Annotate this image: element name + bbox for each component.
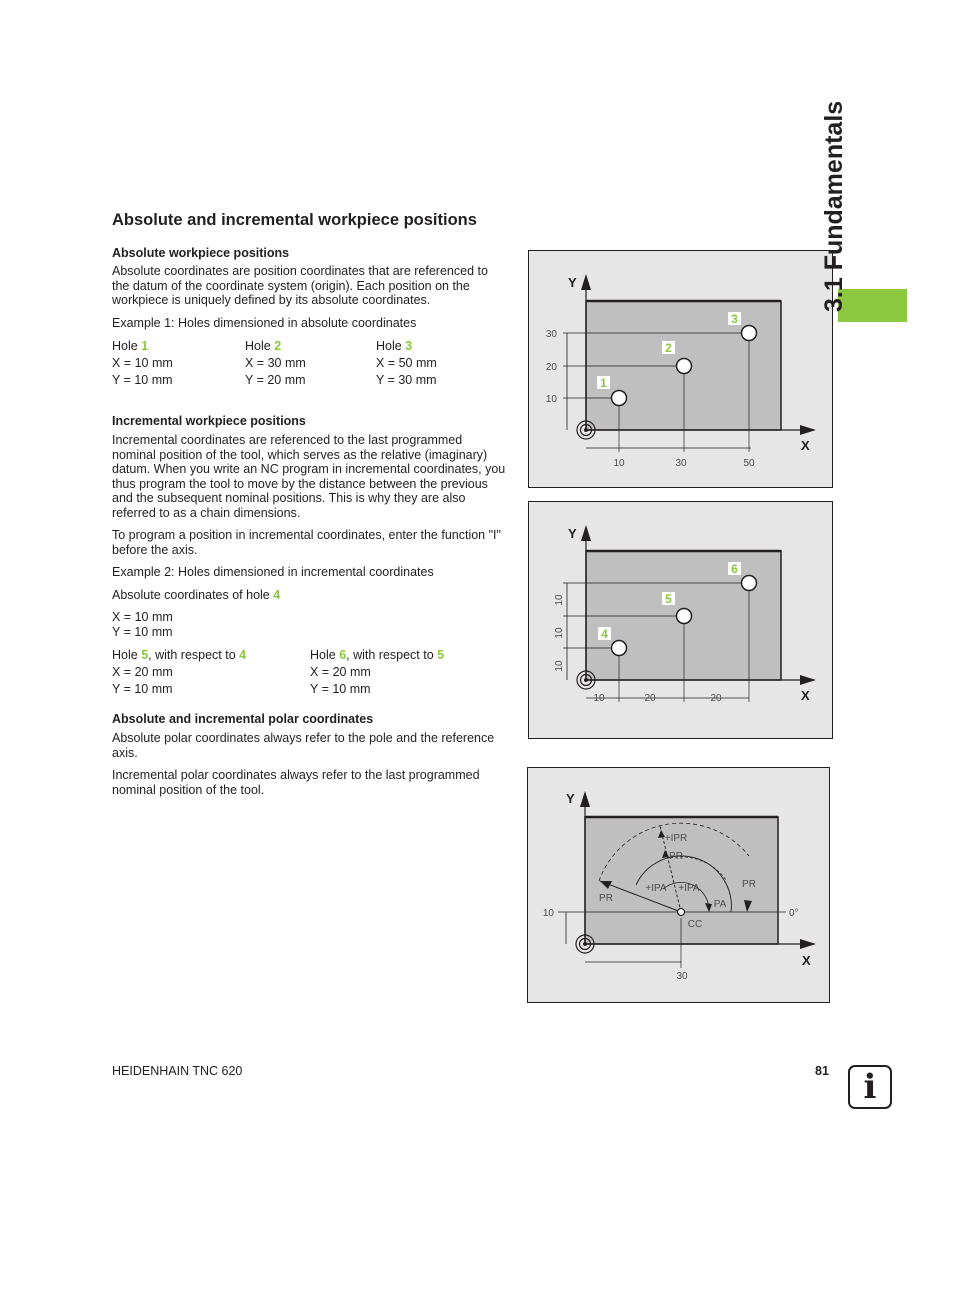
fig3-pa: PA <box>713 899 727 910</box>
hole-2-x: X = 30 mm <box>245 356 306 370</box>
abs-hole-4-line: Absolute coordinates of hole 4 <box>112 588 281 602</box>
figure-polar <box>527 767 830 1003</box>
fig2-htick-3: 20 <box>710 693 722 704</box>
fig2-vtick-bottom: 10 <box>554 660 565 672</box>
hole-6-x: X = 20 mm <box>310 665 371 679</box>
hole-1-y: Y = 10 mm <box>112 373 173 387</box>
section-title: Absolute and incremental workpiece positions <box>112 211 477 229</box>
fig1-xtick-50: 50 <box>743 458 755 469</box>
hole-6-y: Y = 10 mm <box>310 682 371 696</box>
polar-paragraph-1: Absolute polar coordinates always refer to the pole and the reference axis. <box>112 731 495 760</box>
fig2-htick-2: 20 <box>644 693 656 704</box>
fig2-x-label: X <box>801 688 810 703</box>
example-2: Example 2: Holes dimensioned in incremental coordinates <box>112 565 434 579</box>
fig1-ytick-20: 20 <box>545 362 557 373</box>
polar-paragraph-2: Incremental polar coordinates always refer to the last programmed nominal position of the tool. <box>112 768 480 797</box>
hole-1-label: Hole 1 <box>112 339 149 353</box>
figure-incremental-drawing <box>529 502 834 740</box>
fig2-hole-5: 5 <box>665 592 672 606</box>
hole-5-label: Hole 5, with respect to 4 <box>112 648 247 662</box>
figure-absolute <box>528 250 833 488</box>
fig1-ytick-10: 10 <box>545 394 557 405</box>
fig2-htick-1: 10 <box>593 693 605 704</box>
fig1-hole-3: 3 <box>731 312 738 326</box>
fig3-pr-top: PR <box>669 851 683 862</box>
fig2-y-label: Y <box>568 526 577 541</box>
incremental-heading: Incremental workpiece positions <box>112 414 306 428</box>
fig1-xtick-10: 10 <box>613 458 625 469</box>
hole-3-label: Hole 3 <box>376 339 413 353</box>
fig1-x-label: X <box>801 438 810 453</box>
fig2-vtick-top: 10 <box>554 594 565 606</box>
fig3-zero-degree: 0° <box>789 908 799 919</box>
page-number: 81 <box>815 1064 829 1078</box>
fig3-cc: CC <box>687 919 703 930</box>
hole-2-label: Hole 2 <box>245 339 282 353</box>
polar-heading: Absolute and incremental polar coordinates <box>112 712 374 726</box>
figure-absolute-drawing <box>529 251 834 489</box>
absolute-paragraph: Absolute coordinates are position coordinates that are referenced to the datum of the coordinate system (origin). Each position on the workpiece is uniquely defined by its absolute coordinates. <box>112 264 488 307</box>
fig3-y-label: Y <box>566 791 575 806</box>
incremental-paragraph-1: Incremental coordinates are referenced to the last programmed nominal position of the tool, which serves as the relative (imaginary) datum. When you write an NC program in incremental coordinates, you thus program the tool to move by the distance between the previous and the subsequent nominal positions. This is why they are also referred to as a chain dimensions. <box>112 433 506 520</box>
hole-5-y: Y = 10 mm <box>112 682 173 696</box>
fig1-y-label: Y <box>568 275 577 290</box>
fig3-ipa-right: +IPA <box>678 883 700 894</box>
fig3-pr-left: PR <box>599 893 613 904</box>
figure-polar-drawing <box>528 768 831 1004</box>
info-icon: i <box>848 1065 892 1109</box>
hole-5-x: X = 20 mm <box>112 665 173 679</box>
incremental-paragraph-2: To program a position in incremental coordinates, enter the function "I" before the axis. <box>112 528 501 557</box>
fig1-hole-2: 2 <box>665 341 672 355</box>
hole-3-x: X = 50 mm <box>376 356 437 370</box>
fig3-ipr: +IPR <box>664 833 688 844</box>
footer-product: HEIDENHAIN TNC 620 <box>112 1064 243 1078</box>
fig2-vtick-mid: 10 <box>554 627 565 639</box>
hole-3-y: Y = 30 mm <box>376 373 437 387</box>
fig3-ipa-left: +IPA <box>645 883 667 894</box>
fig1-xtick-30: 30 <box>675 458 687 469</box>
chapter-side-title: 3.1 Fundamentals <box>820 100 848 312</box>
fig1-ytick-30: 30 <box>545 329 557 340</box>
hole-4-y: Y = 10 mm <box>112 625 173 639</box>
fig3-y10: 10 <box>542 908 554 919</box>
hole-4-x: X = 10 mm <box>112 610 173 624</box>
fig1-hole-1: 1 <box>600 376 607 390</box>
fig2-hole-6: 6 <box>731 562 738 576</box>
hole-2-y: Y = 20 mm <box>245 373 306 387</box>
fig3-pr-right: PR <box>742 879 756 890</box>
absolute-heading: Absolute workpiece positions <box>112 246 290 260</box>
figure-incremental <box>528 501 833 739</box>
fig2-hole-4: 4 <box>601 627 608 641</box>
hole-6-label: Hole 6, with respect to 5 <box>310 648 445 662</box>
example-1: Example 1: Holes dimensioned in absolute coordinates <box>112 316 417 330</box>
hole-1-x: X = 10 mm <box>112 356 173 370</box>
fig3-x30: 30 <box>676 971 688 982</box>
fig3-x-label: X <box>802 953 811 968</box>
